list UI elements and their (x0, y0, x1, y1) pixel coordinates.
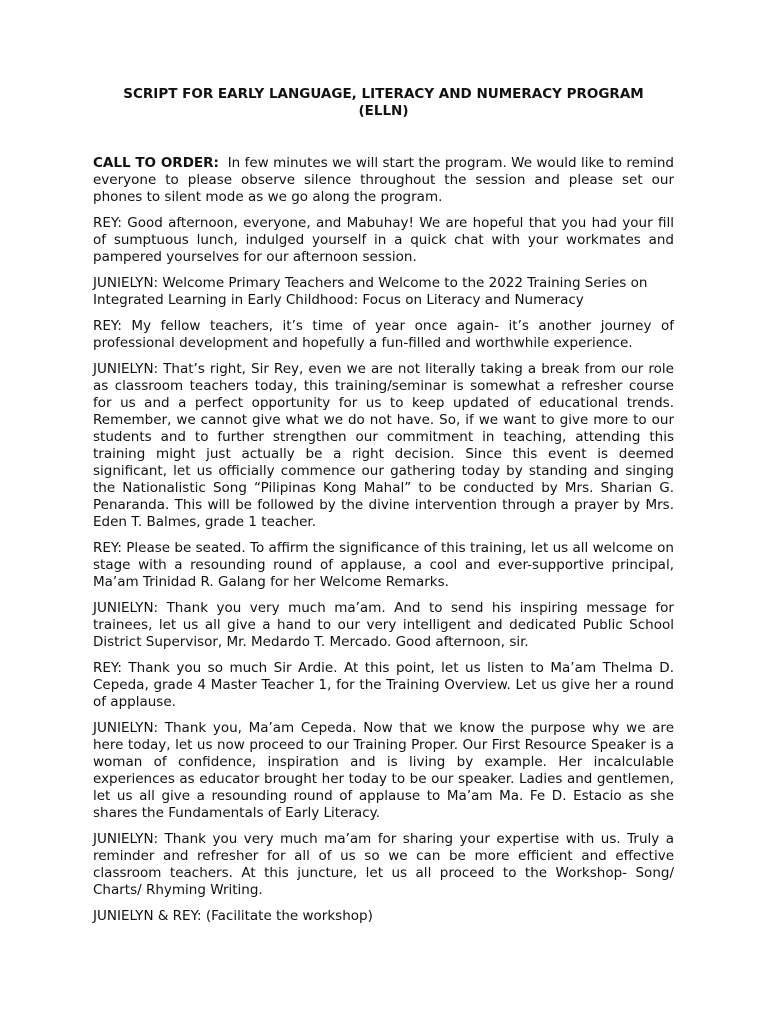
call-to-order-paragraph (93, 155, 674, 206)
document-body (93, 155, 674, 925)
script-paragraph: JUNIELYN: Thank you very much ma’am for sharing your expertise with us. Truly a reminder and refresher for all of us so we can be more efficient and effective classroom teachers. At this juncture, let us all proceed to the Workshop- Song/ Charts/ Rhyming Writing. (93, 831, 674, 898)
script-paragraph: REY: Thank you so much Sir Ardie. At this point, let us listen to Ma’am Thelma D. Cepeda, grade 4 Master Teacher 1, for the Training Overview. Let us give her a round of applause. (93, 660, 674, 710)
script-paragraph: JUNIELYN: Thank you very much ma’am. And to send his inspiring message for trainees, let us all give a hand to our very intelligent and dedicated Public School District Supervisor, Mr. Medardo T. Mercado. Good afternoon, sir. (93, 600, 674, 650)
script-paragraph: JUNIELYN: Thank you, Ma’am Cepeda. Now that we know the purpose why we are here today, let us now proceed to our Training Proper. Our First Resource Speaker is a woman of confidence, inspiration and is living by example. Her incalculable experiences as educator brought her today to be our speaker. Ladies and gentlemen, let us all give a resounding round of applause to Ma’am Ma. Fe D. Estacio as she shares the Fundamentals of Early Literacy. (93, 720, 674, 821)
title-line-1: SCRIPT FOR EARLY LANGUAGE, LITERACY AND NUMERACY PROGRAM (123, 86, 644, 102)
script-paragraph: REY: Please be seated. To affirm the significance of this training, let us all welcome on stage with a resounding round of applause, a cool and ever-supportive principal, Ma’am Trinidad R. Galang for her Welcome Remarks. (93, 540, 674, 590)
script-paragraph: JUNIELYN & REY: (Facilitate the workshop) (93, 908, 373, 924)
call-to-order-text: In few minutes we will start the program. We would like to remind everyone to please observe silence throughout the session and please set our phones to silent mode as we go along the program. (93, 155, 674, 205)
call-to-order-label: CALL TO ORDER: (93, 155, 219, 171)
title-line-2: (ELLN) (358, 103, 409, 119)
script-paragraph: REY: My fellow teachers, it’s time of year once again- it’s another journey of professional development and hopefully a fun-filled and worthwhile experience. (93, 318, 674, 351)
document-title (93, 86, 674, 120)
script-paragraph: JUNIELYN: That’s right, Sir Rey, even we are not literally taking a break from our role as classroom teachers today, this training/seminar is somewhat a refresher course for us and a perfect opportunity for us to keep updated of educational trends. Remember, we cannot give what we do not have. So, if we want to give more to our students and to further strengthen our commitment in teaching, attending this training might just actually be a right decision. Since this event is deemed significant, let us officially commence our gathering today by standing and singing the Nationalistic Song “Pilipinas Kong Mahal” to be conducted by Mrs. Sharian G. Penaranda. This will be followed by the divine intervention through a prayer by Mrs. Eden T. Balmes, grade 1 teacher. (93, 361, 674, 530)
script-paragraph: REY: Good afternoon, everyone, and Mabuhay! We are hopeful that you had your fill of sumptuous lunch, indulged yourself in a quick chat with your workmates and pampered yourselves for our afternoon session. (93, 215, 674, 265)
script-paragraph: JUNIELYN: Welcome Primary Teachers and Welcome to the 2022 Training Series on Integrated Learning in Early Childhood: Focus on Literacy and Numeracy (93, 275, 648, 308)
document-page (93, 86, 674, 934)
